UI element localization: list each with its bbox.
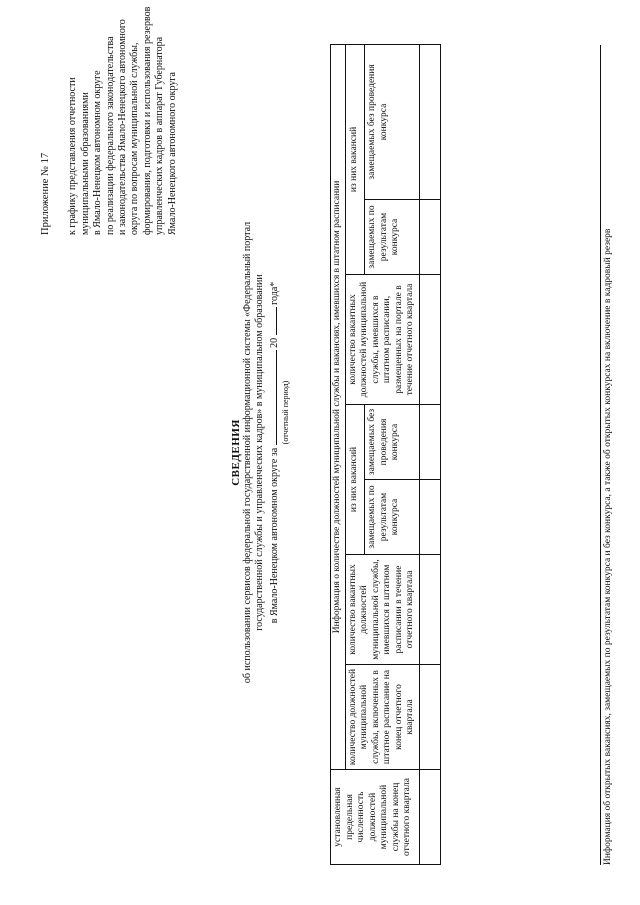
statistics-table: [330, 44, 441, 865]
year-blank: [266, 307, 277, 335]
appendix-line: по реализации федерального законодательства: [104, 36, 116, 235]
footer-text: Информация об открытых вакансиях, замещаемых по результатам конкурса и без конкурса, а также об открытых конкурсах на включение в кадровый резерв: [603, 228, 613, 865]
header-subgroup-vacancies: из них вакансий: [345, 405, 365, 555]
table-row: [419, 44, 440, 864]
appendix-line: округа по вопросам муниципальной службы,: [129, 42, 141, 235]
period-note: (отчетный период): [281, 380, 290, 445]
period-suffix: года*: [269, 281, 280, 305]
appendix-title: Приложение № 17: [40, 152, 51, 235]
table-cell: [419, 480, 440, 555]
appendix-line: и законодательства Ямало-Ненецкого автономного: [117, 19, 129, 235]
table-cell: [419, 555, 440, 665]
header-without-competition: замещаемых без проведения конкурса: [365, 405, 419, 480]
header-by-competition: замещаемых по результатам конкурса: [365, 480, 419, 555]
appendix-line: к графику представления отчетности: [67, 77, 79, 235]
table-cell: [419, 770, 440, 865]
appendix-line: муниципальными образованиями: [79, 92, 91, 235]
period-prefix: в Ямало-Ненецком автономном округе за: [269, 447, 280, 624]
header-vacant-positions: количество вакантных должностей муниципальной службы, имевшихся в штатном расписании в течение отчетного квартала: [345, 555, 419, 665]
table-cell: [419, 405, 440, 480]
table-cell: [419, 275, 440, 405]
appendix-line: формирования, подготовки и использования резервов: [141, 6, 153, 235]
heading-line: государственной службы и управленческих кадров» в муниципальном образовании: [254, 274, 265, 631]
header-vacancies-on-portal: количество вакантных должностей муниципальной службы, имевшихся в штатном расписании, размещенных на портале в течение отчетного квартала: [345, 275, 419, 405]
appendix-block: [40, 6, 179, 235]
header-by-competition: замещаемых по результатам конкурса: [365, 200, 419, 275]
table-cell: [419, 44, 440, 199]
header-without-competition: замещаемых без проведения конкурса: [365, 44, 419, 199]
header-established-positions: установленная предельная численность должностей муниципальной службы на конец отчетного квартала: [331, 770, 420, 865]
appendix-line: Ямало-Ненецкого автономного округа: [166, 72, 178, 235]
table-cell: [419, 665, 440, 770]
appendix-line: в Ямало-Ненецком автономном округе: [92, 70, 104, 235]
document-title: СВЕДЕНИЯ: [230, 419, 242, 486]
document-heading: [230, 50, 290, 855]
appendix-line: управленческих кадров в аппарат Губернатора: [154, 36, 166, 235]
reporting-period-line: [266, 50, 281, 855]
header-group-information: Информация о количестве должностей муниципальной службы и вакансиях, имевшихся в штатном расписании: [331, 44, 346, 769]
header-subgroup-vacancies: из них вакансий: [345, 44, 365, 274]
period-blank: [266, 350, 277, 445]
footer-divider: [600, 45, 601, 865]
header-positions-in-staff: количество должностей муниципальной службы, включенных в штатное расписание на конец отчетного квартала: [345, 665, 419, 770]
footer-note: [600, 45, 614, 865]
table-cell: [419, 200, 440, 275]
period-year: 20: [269, 337, 280, 348]
heading-line: об использовании сервисов федеральной государственной информационной системы «Федеральный портал: [242, 221, 253, 684]
